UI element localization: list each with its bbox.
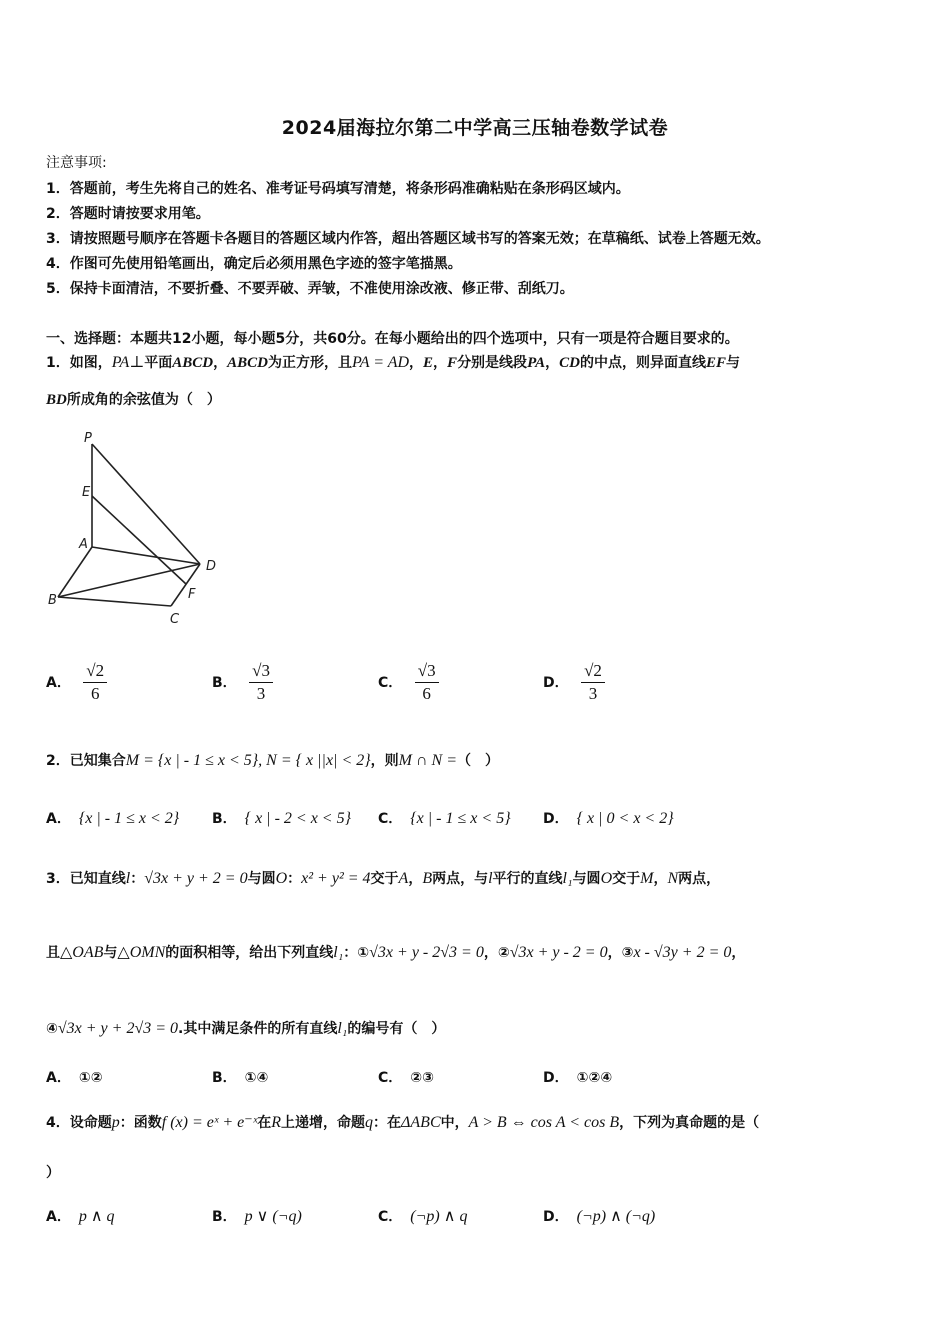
notice-item: 3．请按照题号顺序在答题卡各题目的答题区域内作答，超出答题区域书写的答案无效；在草稿纸、试卷上答题无效。 [46, 231, 770, 247]
edge-bd [58, 564, 200, 597]
q1-option-a[interactable]: A． √ $\frac{2}{6}$ [46, 660, 107, 705]
q3-option-d[interactable]: D． ①②④ [543, 1070, 613, 1086]
q3-option-c[interactable]: C． ②③ [378, 1070, 434, 1086]
question-2: 2．已知集合M = {x | - 1 ≤ x < 5}, N = { x ||x| < 2}，则M ∩ N =（ ） [46, 752, 499, 769]
q3-option-b[interactable]: B． ①④ [212, 1070, 269, 1086]
q2-option-b[interactable]: B． { x | - 2 < x < 5} [212, 810, 351, 827]
q4-option-a[interactable]: A． p ∧ q [46, 1208, 115, 1225]
notice-heading: 注意事项: [46, 155, 107, 171]
label-a: A [79, 537, 88, 552]
label-d: D [206, 559, 217, 574]
label-c: C [170, 612, 180, 627]
notice-item: 1．答题前，考生先将自己的姓名、准考证号码填写清楚，将条形码准确粘贴在条形码区域内。 [46, 181, 630, 197]
pyramid-figure [46, 426, 236, 638]
q1-option-c[interactable]: C． √ $\frac{3}{6}$ [378, 660, 439, 705]
question-3-line-1: 3．已知直线l：√3x + y + 2 = 0与圆O：x² + y² = 4交于A，B两点，与l平行的直线l₁与圆O交于M，N两点， [46, 870, 721, 887]
question-1-line-1: 1．如图，PA⊥平面ABCD，ABCD为正方形，且PA = AD，E，F分别是线段PA，CD的中点，则异面直线EF与 [46, 354, 740, 371]
question-3-line-3: ④√3x + y + 2√3 = 0.其中满足条件的所有直线l₁的编号有（ ） [46, 1020, 446, 1037]
q3-option-a[interactable]: A． ①② [46, 1070, 103, 1086]
q2-option-d[interactable]: D． { x | 0 < x < 2} [543, 810, 674, 827]
question-4-line-2: ） [46, 1165, 60, 1181]
notice-item: 2．答题时请按要求用笔。 [46, 206, 210, 222]
edge-ad [92, 547, 200, 564]
label-b: B [48, 593, 57, 608]
question-1-line-2: BD所成角的余弦值为（ ） [46, 392, 221, 408]
edge-bc [58, 597, 171, 606]
q4-option-d[interactable]: D． (¬p) ∧ (¬q) [543, 1208, 656, 1225]
q1-option-d[interactable]: D． √ $\frac{2}{3}$ [543, 660, 605, 705]
q1-option-b[interactable]: B． √ $\frac{3}{3}$ [212, 660, 273, 705]
q2-option-c[interactable]: C． {x | - 1 ≤ x < 5} [378, 810, 511, 827]
q2-option-a[interactable]: A． {x | - 1 ≤ x < 2} [46, 810, 180, 827]
question-4-line-1: 4．设命题p：函数f (x) = eˣ + e⁻ˣ在R上递增，命题q：在ΔABC中，A > B ⇔ cos A < cos B，下列为真命题的是（ [46, 1114, 760, 1131]
notice-item: 4．作图可先使用铅笔画出，确定后必须用黑色字迹的签字笔描黑。 [46, 256, 462, 272]
section-heading: 一、选择题：本题共12小题，每小题5分，共60分。在每小题给出的四个选项中，只有一项是符合题目要求的。 [46, 331, 739, 347]
label-e: E [82, 485, 91, 500]
q4-option-b[interactable]: B． p ∨ (¬q) [212, 1208, 302, 1225]
question-3-line-2: 且△OAB与△OMN的面积相等，给出下列直线l₁：①√3x + y - 2√3 = 0，②√3x + y - 2 = 0，③x - √3y + 2 = 0， [46, 944, 746, 961]
label-p: P [84, 431, 92, 446]
notice-item: 5．保持卡面清洁，不要折叠、不要弄破、弄皱，不准使用涂改液、修正带、刮纸刀。 [46, 281, 574, 297]
page-title: 2024届海拉尔第二中学高三压轴卷数学试卷 [281, 117, 669, 139]
q4-option-c[interactable]: C． (¬p) ∧ q [378, 1208, 468, 1225]
edge-ef [92, 496, 186, 584]
label-f: F [188, 587, 196, 602]
